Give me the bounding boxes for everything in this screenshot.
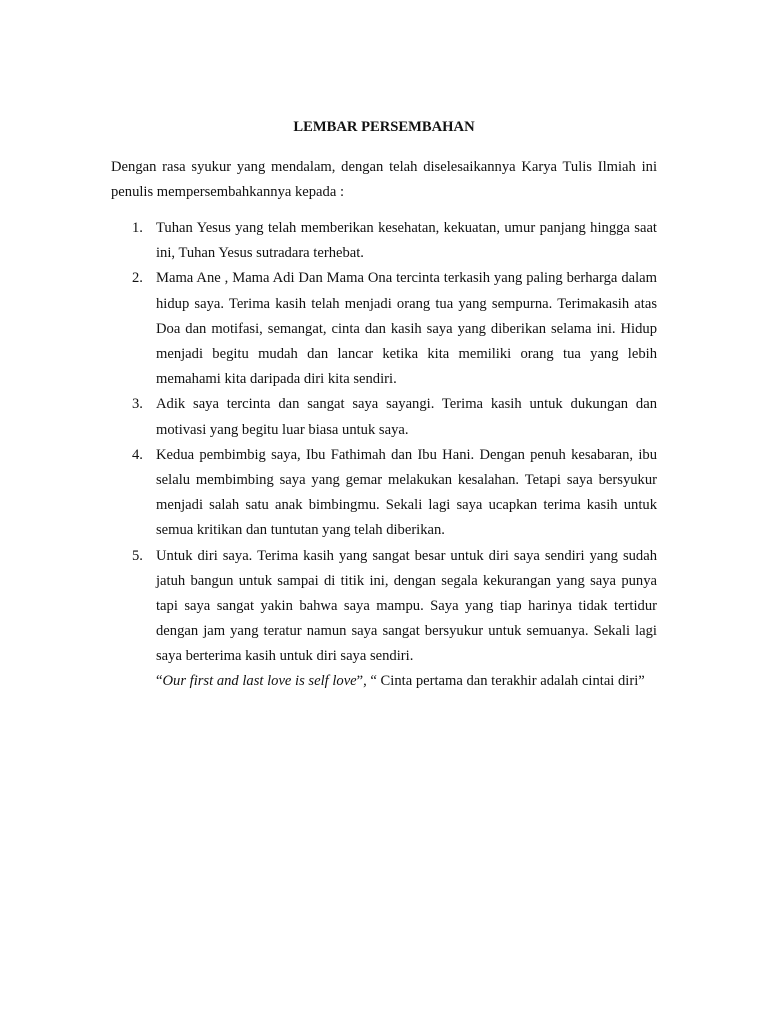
list-item-text: Kedua pembimbig saya, Ibu Fathimah dan Ibu Hani. Dengan penuh kesabaran, ibu selalu membimbing saya yang gemar melakukan kesalahan. Tetapi saya bersyukur menjadi salah satu anak bimbingmu. Sekali lagi saya ucapkan terima kasih untuk semua kritikan dan tuntutan yang telah diberikan. <box>156 446 657 539</box>
document-body <box>111 117 657 691</box>
list-item-text: Tuhan Yesus yang telah memberikan kesehatan, kekuatan, umur panjang hingga saat ini, Tuhan Yesus sutradara terhebat. <box>156 220 657 262</box>
quote-open-mark: “ <box>156 672 163 689</box>
page-title: LEMBAR PERSEMBAHAN <box>293 119 475 135</box>
list-number: 2. <box>132 270 143 287</box>
list-item-text: Mama Ane , Mama Adi Dan Mama Ona tercinta terkasih yang paling berharga dalam hidup saya. Terima kasih telah menjadi orang tua yang sempurna. Terimakasih atas Doa dan motifasi, semangat, cinta dan kasih saya yang diberikan selama ini. Hidup menjadi begitu mudah dan lancar ketika kita memiliki orang tua yang lebih memahami kita daripada diri kita sendiri. <box>156 270 657 388</box>
list-item-text: Untuk diri saya. Terima kasih yang sangat besar untuk diri saya sendiri yang sudah jatuh bangun untuk sampai di titik ini, dengan segala kekurangan yang saya punya tapi saya sangat yakin bahwa saya mampu. Saya yang tiap harinya tidak tertidur dengan jam yang teratur namun saya sangat bersyukur untuk semuanya. Sekali lagi saya berterima kasih untuk diri saya sendiri. <box>156 547 657 665</box>
closing-quote <box>111 672 657 691</box>
list-number: 4. <box>132 446 143 463</box>
list-item <box>111 443 657 544</box>
list-number: 3. <box>132 396 143 413</box>
intro-paragraph: Dengan rasa syukur yang mendalam, dengan telah diselesaikannya Karya Tulis Ilmiah ini penulis mempersembahkannya kepada : <box>111 159 657 200</box>
list-item <box>111 392 657 442</box>
quote-english: Our first and last love is self love <box>162 672 357 689</box>
dedication-list <box>111 216 657 670</box>
list-item <box>111 266 657 392</box>
quote-indonesian: ”, “ Cinta pertama dan terakhir adalah cintai diri” <box>356 672 645 689</box>
list-number: 5. <box>132 547 143 564</box>
list-number: 1. <box>132 220 143 236</box>
list-item-text: Adik saya tercinta dan sangat saya sayangi. Terima kasih untuk dukungan dan motivasi yang begitu luar biasa untuk saya. <box>156 396 657 438</box>
list-item <box>111 544 657 670</box>
list-item <box>111 216 657 266</box>
